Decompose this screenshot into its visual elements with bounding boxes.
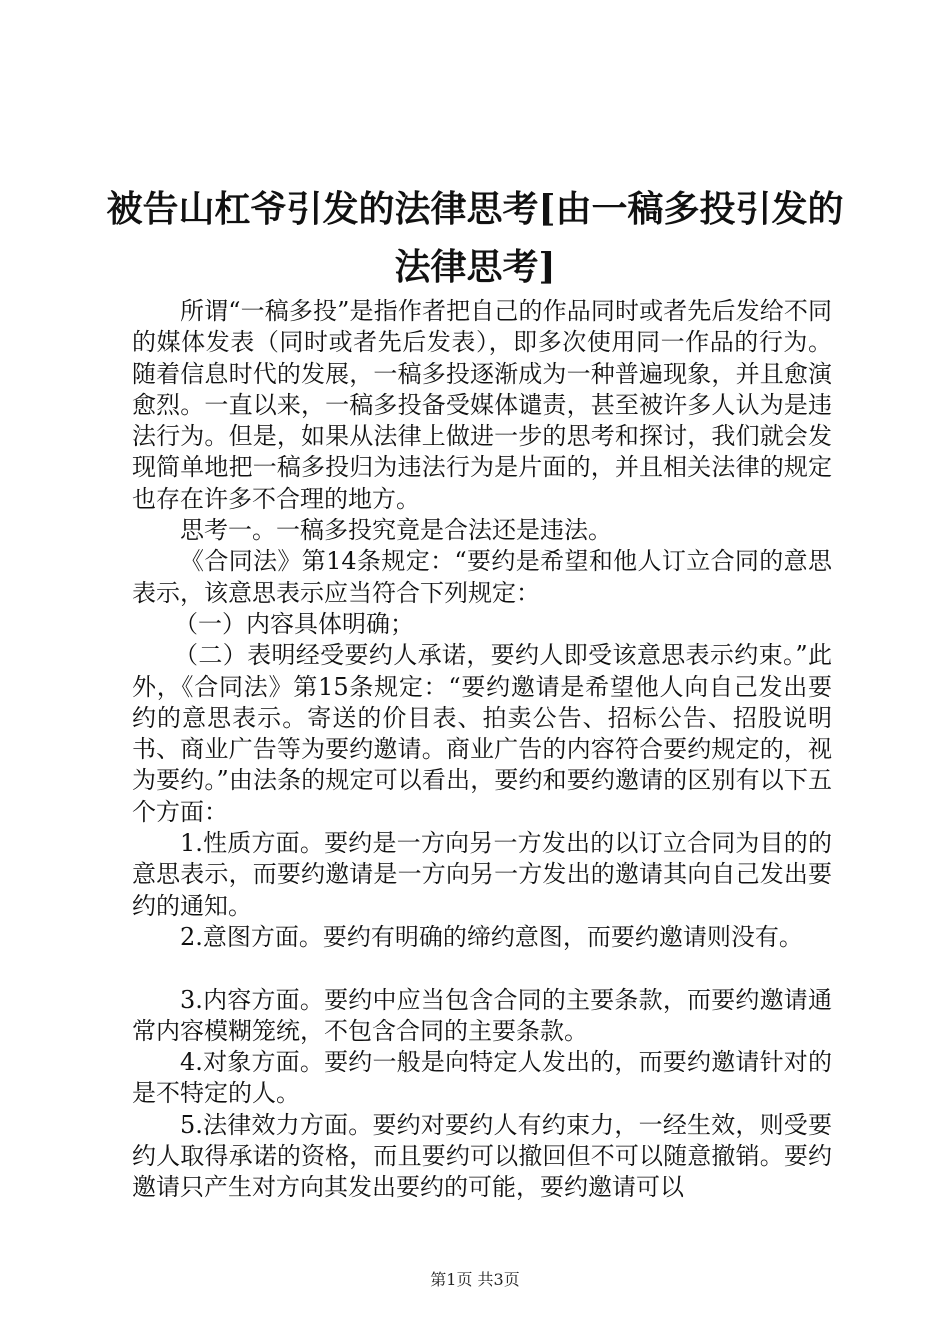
paragraph-point-3: 3.内容方面。要约中应当包含合同的主要条款，而要约邀请通常内容模糊笼统，不包含合同的主要条款。: [132, 985, 832, 1045]
document-title: 被告山杠爷引发的法律思考[由一稿多投引发的法律思考]: [106, 188, 844, 288]
paragraph-point-1: 1.性质方面。要约是一方向另一方发出的以订立合同为目的的意思表示，而要约邀请是一方向另一方发出的邀请其向自己发出要约的通知。: [132, 829, 832, 920]
paragraph-intro: 所谓“一稿多投”是指作者把自己的作品同时或者先后发给不同的媒体发表（同时或者先后发表），即多次使用同一作品的行为。随着信息时代的发展，一稿多投逐渐成为一种普遍现象，并且愈演愈烈。一直以来，一稿多投备受媒体谴责，甚至被许多人认为是违法行为。但是，如果从法律上做进一步的思考和探讨，我们就会发现简单地把一稿多投归为违法行为是片面的，并且相关法律的规定也存在许多不合理的地方。: [132, 297, 832, 513]
paragraph-point-4: 4.对象方面。要约一般是向特定人发出的，而要约邀请针对的是不特定的人。: [132, 1048, 832, 1108]
page-footer: 第1页 共3页: [430, 1270, 520, 1289]
document-body: [132, 296, 832, 1204]
paragraph-thought-one: 思考一。一稿多投究竟是合法还是违法。: [180, 516, 612, 545]
paragraph-clause-two: （二）表明经受要约人承诺，要约人即受该意思表示约束。”此外，《合同法》第15条规定：“要约邀请是希望他人向自己发出要约的意思表示。寄送的价目表、拍卖公告、招标公告、招股说明书、商业广告等为要约邀请。商业广告的内容符合要约规定的，视为要约。”由法条的规定可以看出，要约和要约邀请的区别有以下五个方面：: [132, 641, 832, 826]
blank-line: [132, 953, 832, 984]
paragraph-point-2: 2.意图方面。要约有明确的缔约意图，而要约邀请则没有。: [180, 922, 803, 951]
paragraph-clause-one: （一）内容具体明确；: [174, 609, 414, 638]
paragraph-point-5: 5.法律效力方面。要约对要约人有约束力，一经生效，则受要约人取得承诺的资格，而且要约可以撤回但不可以随意撤销。要约邀请只产生对方向其发出要约的可能，要约邀请可以: [132, 1110, 832, 1202]
paragraph-article-14: 《合同法》第14条规定：“要约是希望和他人订立合同的意思表示，该意思表示应当符合下列规定：: [132, 547, 832, 607]
